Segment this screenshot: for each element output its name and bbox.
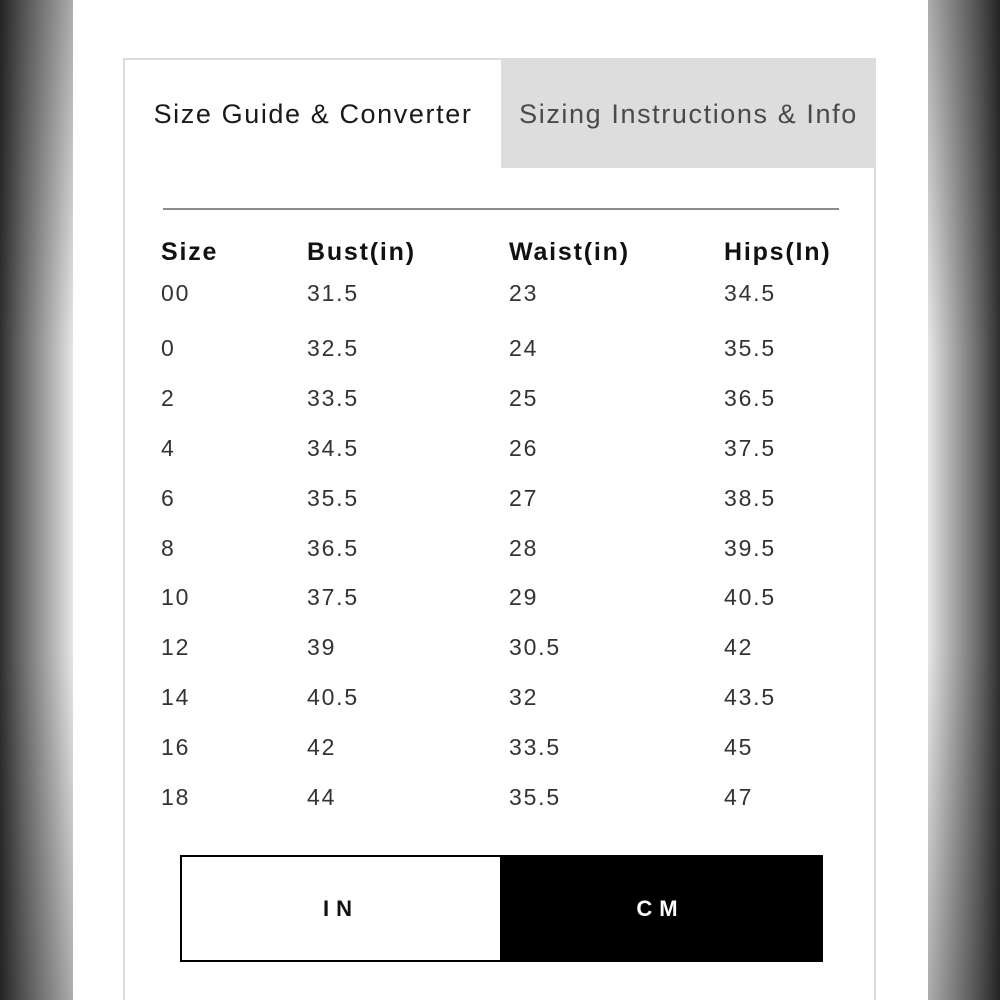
bust-cell: 36.5 — [307, 534, 359, 561]
hips-cell: 36.5 — [724, 385, 776, 412]
hips-cell: 34.5 — [724, 280, 776, 306]
bust-cell: 44 — [307, 783, 337, 810]
size-cell: 8 — [161, 534, 176, 561]
tab-label: Size Guide & Converter — [153, 98, 473, 129]
bust-cell: 42 — [307, 733, 337, 760]
waist-cell: 35.5 — [509, 783, 561, 810]
table-row — [161, 772, 844, 822]
hips-cell: 45 — [724, 733, 754, 760]
size-cell: 14 — [161, 683, 191, 710]
table-row — [161, 374, 844, 424]
size-cell: 00 — [161, 280, 191, 306]
page — [73, 0, 928, 1000]
waist-cell: 23 — [509, 280, 539, 306]
column-header-bust: Bust(in) — [307, 237, 416, 266]
bust-cell: 32.5 — [307, 335, 359, 362]
hips-cell: 38.5 — [724, 484, 776, 511]
unit-in-button[interactable]: IN — [182, 857, 500, 960]
table-row — [161, 673, 844, 723]
size-guide-panel — [123, 58, 876, 1000]
hips-cell: 42 — [724, 634, 754, 661]
tab-sizing-instructions-info[interactable] — [501, 60, 876, 168]
waist-cell: 28 — [509, 534, 539, 561]
size-cell: 10 — [161, 584, 191, 611]
size-cell: 2 — [161, 385, 176, 412]
hips-cell: 43.5 — [724, 683, 776, 710]
table-row — [161, 523, 844, 573]
table-row — [161, 722, 844, 772]
waist-cell: 26 — [509, 434, 539, 461]
size-cell: 16 — [161, 733, 191, 760]
size-cell: 6 — [161, 484, 176, 511]
waist-cell: 32 — [509, 683, 539, 710]
size-cell: 12 — [161, 634, 191, 661]
table-row — [161, 623, 844, 673]
table-header-row — [161, 228, 844, 276]
divider — [163, 208, 839, 210]
unit-toggle — [180, 855, 823, 962]
left-backdrop — [0, 0, 73, 1000]
table-row — [161, 324, 844, 374]
waist-cell: 30.5 — [509, 634, 561, 661]
bust-cell: 39 — [307, 634, 337, 661]
table-row — [161, 473, 844, 523]
waist-cell: 27 — [509, 484, 539, 511]
hips-cell: 40.5 — [724, 584, 776, 611]
hips-cell: 39.5 — [724, 534, 776, 561]
bust-cell: 35.5 — [307, 484, 359, 511]
hips-cell: 35.5 — [724, 335, 776, 362]
table-row — [161, 424, 844, 474]
bust-cell: 40.5 — [307, 683, 359, 710]
unit-cm-button[interactable]: CM — [500, 857, 821, 960]
column-header-hips: Hips(In) — [724, 237, 832, 266]
table-row — [161, 573, 844, 623]
column-header-waist: Waist(in) — [509, 237, 630, 266]
size-cell: 4 — [161, 434, 176, 461]
tab-size-guide-converter[interactable] — [125, 60, 501, 168]
bust-cell: 31.5 — [307, 280, 359, 306]
hips-cell: 47 — [724, 783, 754, 810]
waist-cell: 24 — [509, 335, 539, 362]
size-cell: 18 — [161, 783, 191, 810]
hips-cell: 37.5 — [724, 434, 776, 461]
size-cell: 0 — [161, 335, 176, 362]
bust-cell: 33.5 — [307, 385, 359, 412]
waist-cell: 29 — [509, 584, 539, 611]
tab-label: Sizing Instructions & Info — [519, 98, 858, 129]
size-chart-table — [161, 228, 844, 822]
table-row — [161, 276, 844, 324]
bust-cell: 34.5 — [307, 434, 359, 461]
column-header-size: Size — [161, 237, 219, 266]
right-backdrop — [928, 0, 1000, 1000]
waist-cell: 33.5 — [509, 733, 561, 760]
bust-cell: 37.5 — [307, 584, 359, 611]
waist-cell: 25 — [509, 385, 539, 412]
